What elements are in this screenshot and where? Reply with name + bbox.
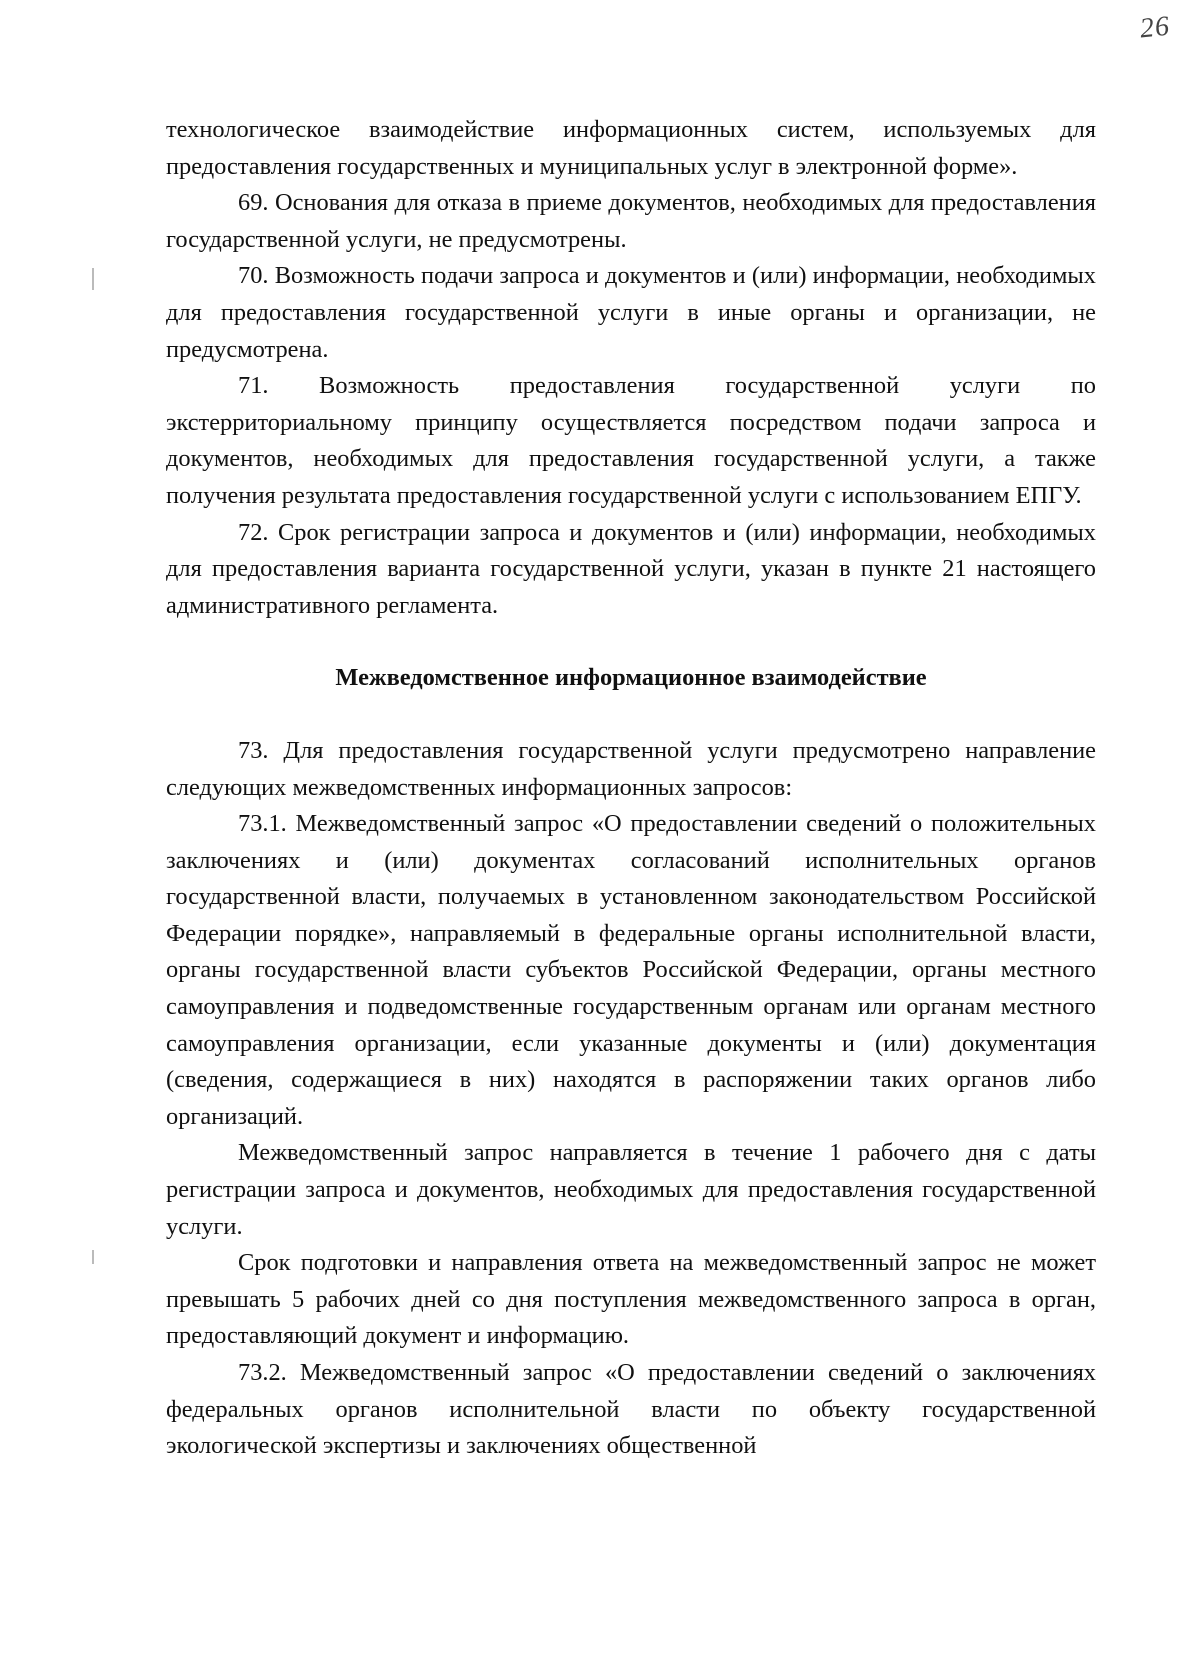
paragraph-72: 72. Срок регистрации запроса и документов и (или) информации, необходимых для предоставления варианта государственной услуги, указан в пункте 21 настоящего административного регламента.: [166, 518, 1096, 619]
section-heading: Межведомственное информационное взаимодействие: [335, 664, 927, 692]
spacer: [166, 697, 1096, 733]
document-body: [166, 112, 1096, 1465]
paragraph-73-2: 73.2. Межведомственный запрос «О предоставлении сведений о заключениях федеральных органов исполнительной власти по объекту государственной экологической экспертизы и заключениях общественной: [166, 1359, 1096, 1460]
scan-mark: [92, 1250, 94, 1264]
paragraph-73-1: 73.1. Межведомственный запрос «О предоставлении сведений о положительных заключениях и (или) документах согласований исполнительных органов государственной власти, получаемых в установленном законодательством Российской Федерации порядке», направляемый в федеральные органы исполнительной власти, органы государственной власти субъектов Российской Федерации, органы местного самоуправления и подведомственные государственным органам или органам местного самоуправления организации, если указанные документы и (или) документация (сведения, содержащиеся в них) находятся в распоряжении таких органов либо организаций.: [166, 810, 1096, 1130]
scan-mark: [92, 268, 94, 290]
paragraph-73-1-term: Межведомственный запрос направляется в течение 1 рабочего дня с даты регистрации запроса и документов, необходимых для предоставления государственной услуги.: [166, 1139, 1096, 1240]
paragraph-71: 71. Возможность предоставления государственной услуги по экстерриториальному принципу осуществляется посредством подачи запроса и документов, необходимых для предоставления государственной услуги, а также получения результата предоставления государственной услуги с использованием ЕПГУ.: [166, 372, 1096, 509]
paragraph-70: 70. Возможность подачи запроса и документов и (или) информации, необходимых для предоставления государственной услуги в иные органы и организации, не предусмотрена.: [166, 262, 1096, 363]
paragraph-73-1-deadline: Срок подготовки и направления ответа на межведомственный запрос не может превышать 5 рабочих дней со дня поступления межведомственного запроса в орган, предоставляющий документ и информацию.: [166, 1249, 1096, 1350]
paragraph-73: 73. Для предоставления государственной услуги предусмотрено направление следующих межведомственных информационных запросов:: [166, 736, 1096, 801]
handwritten-page-number: 26: [1138, 10, 1172, 45]
spacer: [166, 624, 1096, 660]
paragraph-continuation: технологическое взаимодействие информационных систем, используемых для предоставления государственных и муниципальных услуг в электронной форме».: [166, 116, 1096, 180]
paragraph-69: 69. Основания для отказа в приеме документов, необходимых для предоставления государственной услуги, не предусмотрены.: [166, 189, 1096, 253]
